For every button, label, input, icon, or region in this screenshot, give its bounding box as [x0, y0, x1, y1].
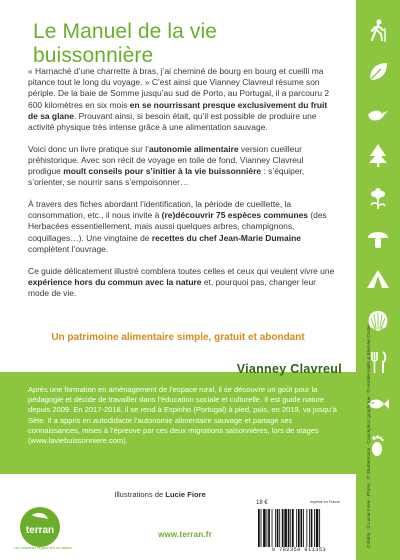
description-text	[28, 66, 336, 310]
barcode-bar	[272, 509, 273, 547]
barcode-bar	[292, 509, 294, 547]
logo-tagline: Un nouveau regard sur la nature	[14, 545, 72, 550]
flower-icon	[365, 184, 391, 210]
barcode-bar	[275, 509, 276, 547]
bird-icon	[365, 101, 391, 127]
author-bio: Après une formation en aménagement de l’espace rural, il se découvre un goût pour la pédagogie et décide de travailler dans l’éducation sociale et culturelle. Il est guide nature depuis 2009. En 2017-2018, il se rend à Espinho (Portugal) à pied, puis, en 2019, va jusqu’à Sète. Il a appris en autodidacte l’autonomie alimentaire sauvage et partage ses connaissances, mises à l’épreuve par ces deux migrations saisonnières, lors de stages (www.laviebuissonniere.com).	[28, 385, 337, 446]
barcode	[256, 509, 342, 547]
hiker-icon	[365, 18, 391, 44]
barcode-bar	[296, 509, 297, 547]
barcode-bar	[288, 509, 290, 547]
publisher-website[interactable]: www.terran.fr	[158, 530, 212, 539]
mushroom-icon	[365, 225, 391, 251]
photo-credits	[367, 325, 387, 548]
barcode-bar	[303, 509, 304, 547]
photo-credits-text: Crédits : © Lucie Fiore - Photo : © Shutterstock · Conception graphique : © Aurélie Halls & Etienne Coste	[367, 325, 372, 548]
paragraph-4: Ce guide délicatement illustré comblera toutes celles et ceux qui veulent vivre une expérience hors du commun avec la nature et, pourquoi pas, changer leur mode de vie.	[28, 265, 335, 298]
author-name: Vianney Clavreul	[236, 362, 342, 376]
barcode-bar	[284, 509, 287, 547]
isbn-digits: 9 782359 811353	[271, 547, 327, 553]
tree-icon	[365, 142, 391, 168]
page-title: Le Manuel de la vie buissonnière	[33, 20, 218, 67]
tagline: Un patrimoine alimentaire simple, gratuit et abondant	[51, 332, 305, 343]
barcode-bar	[279, 509, 280, 547]
printed-in: Imprimé en France	[309, 500, 340, 504]
side-icon-column	[356, 18, 400, 458]
barcode-bar	[316, 509, 319, 547]
price-barcode-block	[256, 500, 342, 556]
illustration-credit: Illustrations de Lucie Fiore	[114, 490, 206, 499]
barcode-bar	[258, 509, 260, 547]
paragraph-3: À travers des fiches abordant l’identification, la période de cueillette, la consommation, etc., il nous invite à (re)découvrir 75 espèces communes (des Herbacées essentiellement, mais aussi quelques arbres, champignons, coquillages…). Une vingtaine de recettes du chef Jean-Marie Dumaine complètent l’ouvrage.	[28, 199, 327, 254]
barcode-bar	[267, 509, 268, 547]
barcode-bar	[268, 509, 270, 547]
barcode-bar	[282, 509, 284, 547]
barcode-bar	[319, 509, 320, 547]
leaf-icon	[365, 59, 391, 85]
barcode-bar	[290, 509, 291, 547]
barcode-bar	[261, 509, 262, 547]
barcode-bar	[298, 509, 300, 547]
price: 18 €	[256, 500, 268, 506]
tent-icon	[365, 266, 391, 292]
logo-text: terran	[25, 525, 55, 536]
barcode-bar	[309, 509, 310, 547]
barcode-bar	[301, 509, 303, 547]
barcode-bar	[314, 509, 315, 547]
barcode-bar	[306, 509, 307, 547]
paragraph-1: « Harnaché d’une charrette à bras, j’ai cheminé de bourg en bourg et cueilli ma pitance tout le long du voyage. » C’est ainsi que Vianney Clavreul résume son périple. De la baie de Somme jusqu’au sud de Porto, au Portugal, il a parcouru 2 600 kilomètres en six mois en se nourrissant presque exclusivement du fruit de sa glane. Prouvant ainsi, si besoin était, qu’il est possible de produire une activité physique très intense grâce à une alimentation sauvage.	[28, 66, 330, 133]
paragraph-2: Voici donc un livre pratique sur l’autonomie alimentaire version cueilleur préhistorique. Avec son récit de voyage en toile de fond, Vianney Clavreul prodigue moult conseils pour s’initier à la vie buissonnière : s’équiper, s’orienter, se nourrir sans s’empoisonner…	[28, 143, 305, 188]
barcode-bar	[277, 509, 279, 547]
barcode-bar	[263, 509, 266, 547]
barcode-bar	[311, 509, 313, 547]
